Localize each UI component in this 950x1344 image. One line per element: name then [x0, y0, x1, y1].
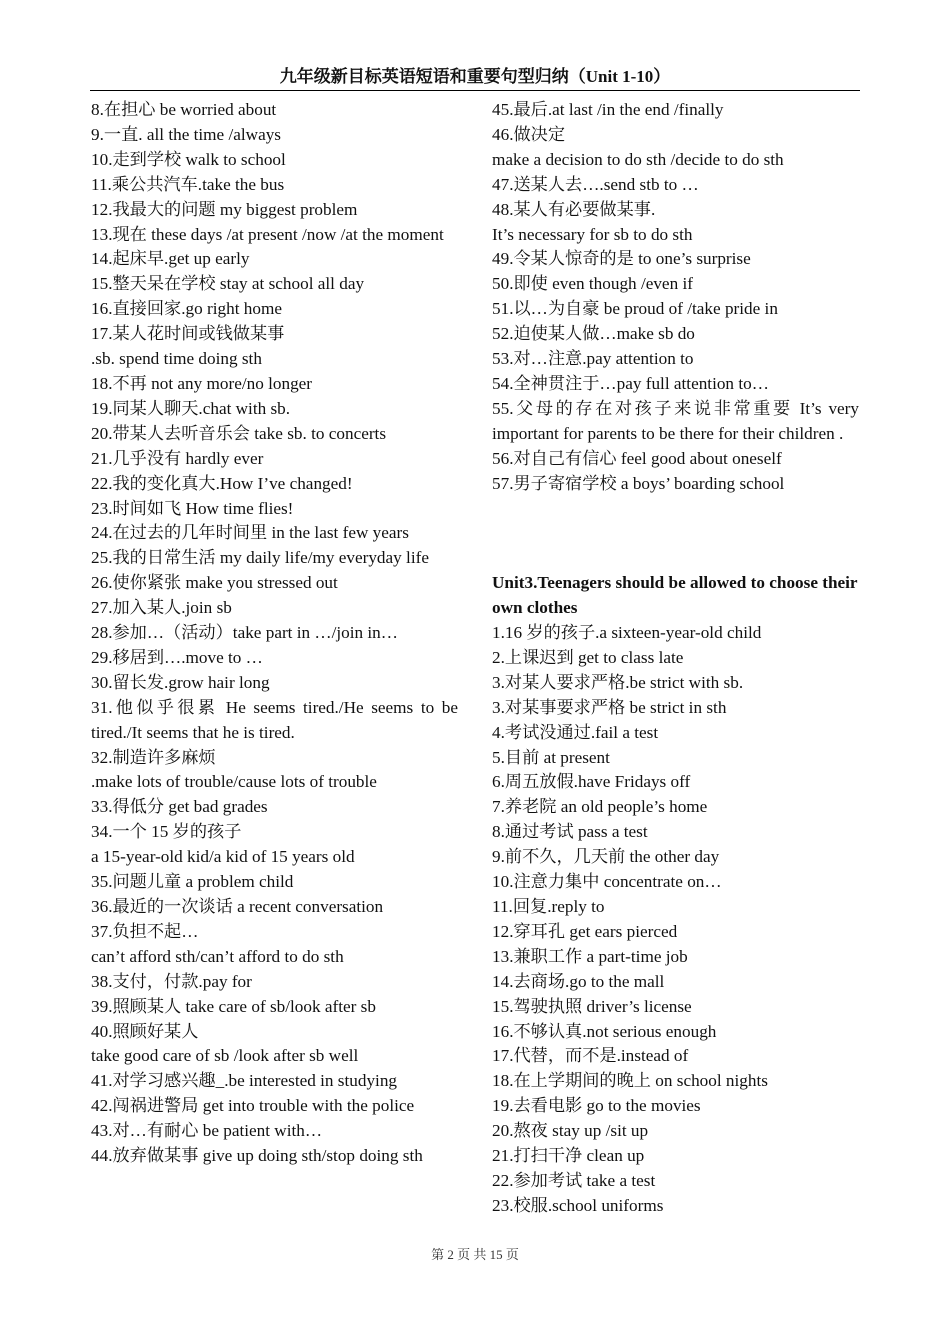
phrase-entry: 34.一个 15 岁的孩子 — [91, 822, 242, 842]
phrase-entry: 13.现在 these days /at present /now /at the moment — [91, 224, 444, 244]
phrase-entry: 16.直接回家.go right home — [91, 299, 282, 319]
phrase-entry: 20.熬夜 stay up /sit up — [492, 1121, 649, 1141]
phrase-entry: 14.去商场.go to the mall — [492, 971, 665, 991]
phrase-entry: 57.男子寄宿学校 a boys’ boarding school — [492, 473, 785, 493]
phrase-entry: 46.做决定 — [492, 124, 566, 144]
phrase-entry: take good care of sb /look after sb well — [91, 1046, 359, 1066]
phrase-entry: 17.某人花时间或钱做某事 — [91, 324, 285, 344]
phrase-entry: 51.以…为自豪 be proud of /take pride in — [492, 299, 778, 319]
section-heading: Unit3.Teenagers should be allowed to choose their own clothes — [492, 573, 858, 618]
phrase-entry: 53.对…注意.pay attention to — [492, 349, 694, 369]
phrase-entry: can’t afford sth/can’t afford to do sth — [91, 946, 344, 966]
phrase-entry: 3.对某人要求严格.be strict with sb. — [492, 672, 744, 692]
phrase-entry: 8.在担心 be worried about — [91, 100, 277, 119]
phrase-entry: 55.父母的存在对孩子来说非常重要 It’s very important for parents to be there for their children . — [492, 398, 859, 443]
right-column — [492, 98, 859, 1219]
phrase-entry: 45.最后.at last /in the end /finally — [492, 100, 724, 119]
phrase-entry: 50.即使 even though /even if — [492, 274, 693, 294]
phrase-entry: 18.不再 not any more/no longer — [91, 373, 313, 393]
phrase-entry: 38.支付，付款.pay for — [91, 971, 252, 991]
phrase-entry: 21.打扫干净 clean up — [492, 1146, 645, 1166]
phrase-entry: 7.养老院 an old people’s home — [492, 797, 708, 817]
phrase-entry: 20.带某人去听音乐会 take sb. to concerts — [91, 423, 387, 443]
phrase-entry: 32.制造许多麻烦 — [91, 747, 216, 767]
phrase-entry: 39.照顾某人 take care of sb/look after sb — [91, 996, 376, 1016]
phrase-entry: 52.迫使某人做…make sb do — [492, 324, 695, 344]
phrase-entry: 10.走到学校 walk to school — [91, 149, 286, 169]
phrase-entry: a 15-year-old kid/a kid of 15 years old — [91, 847, 355, 867]
phrase-entry: 47.送某人去….send stb to … — [492, 174, 699, 194]
phrase-entry: 22.我的变化真大.How I’ve changed! — [91, 473, 353, 493]
phrase-entry: 48.某人有必要做某事. — [492, 199, 656, 219]
phrase-entry: 4.考试没通过.fail a test — [492, 722, 659, 742]
phrase-entry: 21.几乎没有 hardly ever — [91, 448, 264, 468]
phrase-entry: 16.不够认真.not serious enough — [492, 1021, 717, 1041]
page-number: 第 2 页 共 15 页 — [431, 1247, 519, 1262]
phrase-entry: 2.上课迟到 get to class late — [492, 647, 684, 667]
phrase-entry: .sb. spend time doing sth — [91, 349, 262, 369]
phrase-entry: 15.整天呆在学校 stay at school all day — [91, 274, 365, 294]
phrase-entry: 11.乘公共汽车.take the bus — [91, 174, 285, 194]
phrase-entry: 56.对自己有信心 feel good about oneself — [492, 448, 782, 468]
phrase-entry: 12.我最大的问题 my biggest problem — [91, 199, 358, 219]
phrase-entry: 29.移居到….move to … — [91, 647, 263, 667]
phrase-entry: 26.使你紧张 make you stressed out — [91, 573, 338, 593]
phrase-entry: 22.参加考试 take a test — [492, 1170, 656, 1190]
phrase-entry: 5.目前 at present — [492, 747, 610, 767]
phrase-entry: 17.代替，而不是.instead of — [492, 1046, 689, 1066]
phrase-entry: 35.问题儿童 a problem child — [91, 872, 294, 892]
phrase-entry: 41.对学习感兴趣_.be interested in studying — [91, 1071, 398, 1091]
phrase-entry: 54.全神贯注于…pay full attention to… — [492, 373, 769, 393]
phrase-entry: 42.闯祸进警局 get into trouble with the police — [91, 1096, 415, 1116]
phrase-entry: 43.对…有耐心 be patient with… — [91, 1121, 323, 1141]
phrase-entry: 36.最近的一次谈话 a recent conversation — [91, 897, 384, 916]
phrase-entry: 40.照顾好某人 — [91, 1021, 199, 1041]
phrase-entry: make a decision to do sth /decide to do sth — [492, 149, 784, 169]
phrase-entry: 19.同某人聊天.chat with sb. — [91, 398, 291, 418]
phrase-entry: 14.起床早.get up early — [91, 249, 250, 269]
phrase-entry: 31.他似乎很累 He seems tired./He seems to be tired./It seems that he is tired. — [91, 697, 458, 742]
phrase-entry: 23.时间如飞 How time flies! — [91, 498, 294, 518]
phrase-entry: 3.对某事要求严格 be strict in sth — [492, 697, 727, 717]
phrase-entry: 13.兼职工作 a part-time job — [492, 946, 688, 966]
phrase-entry: 12.穿耳孔 get ears pierced — [492, 921, 678, 941]
phrase-entry: 15.驾驶执照 driver’s license — [492, 996, 692, 1016]
page-title: 九年级新目标英语短语和重要句型归纳（Unit 1-10） — [90, 64, 860, 91]
phrase-entry: 6.周五放假.have Fridays off — [492, 772, 691, 792]
phrase-entry: 23.校服.school uniforms — [492, 1195, 664, 1215]
phrase-entry: .make lots of trouble/cause lots of trouble — [91, 772, 377, 792]
phrase-entry: It’s necessary for sb to do sth — [492, 224, 693, 244]
phrase-entry: 44.放弃做某事 give up doing sth/stop doing sth — [91, 1146, 423, 1166]
phrase-entry: 19.去看电影 go to the movies — [492, 1096, 701, 1116]
phrase-entry: 49.令某人惊奇的是 to one’s surprise — [492, 249, 751, 269]
phrase-entry: 33.得低分 get bad grades — [91, 797, 268, 817]
phrase-entry: 27.加入某人.join sb — [91, 598, 232, 618]
phrase-entry: 1.16 岁的孩子.a sixteen-year-old child — [492, 623, 762, 642]
phrase-entry: 10.注意力集中 concentrate on… — [492, 872, 722, 892]
phrase-entry: 28.参加…（活动）take part in …/join in… — [91, 623, 398, 643]
phrase-entry: 8.通过考试 pass a test — [492, 822, 648, 842]
phrase-entry: 9.前不久，几天前 the other day — [492, 847, 720, 867]
phrase-entry: 11.回复.reply to — [492, 896, 605, 916]
section-gap — [492, 497, 859, 572]
phrase-entry: 18.在上学期间的晚上 on school nights — [492, 1071, 768, 1091]
phrase-entry: 24.在过去的几年时间里 in the last few years — [91, 523, 409, 543]
phrase-entry: 9.一直. all the time /always — [91, 124, 281, 144]
phrase-entry: 25.我的日常生活 my daily life/my everyday life — [91, 548, 429, 568]
phrase-entry: 30.留长发.grow hair long — [91, 672, 270, 692]
phrase-entry: 37.负担不起… — [91, 921, 199, 941]
left-column — [91, 98, 458, 1169]
